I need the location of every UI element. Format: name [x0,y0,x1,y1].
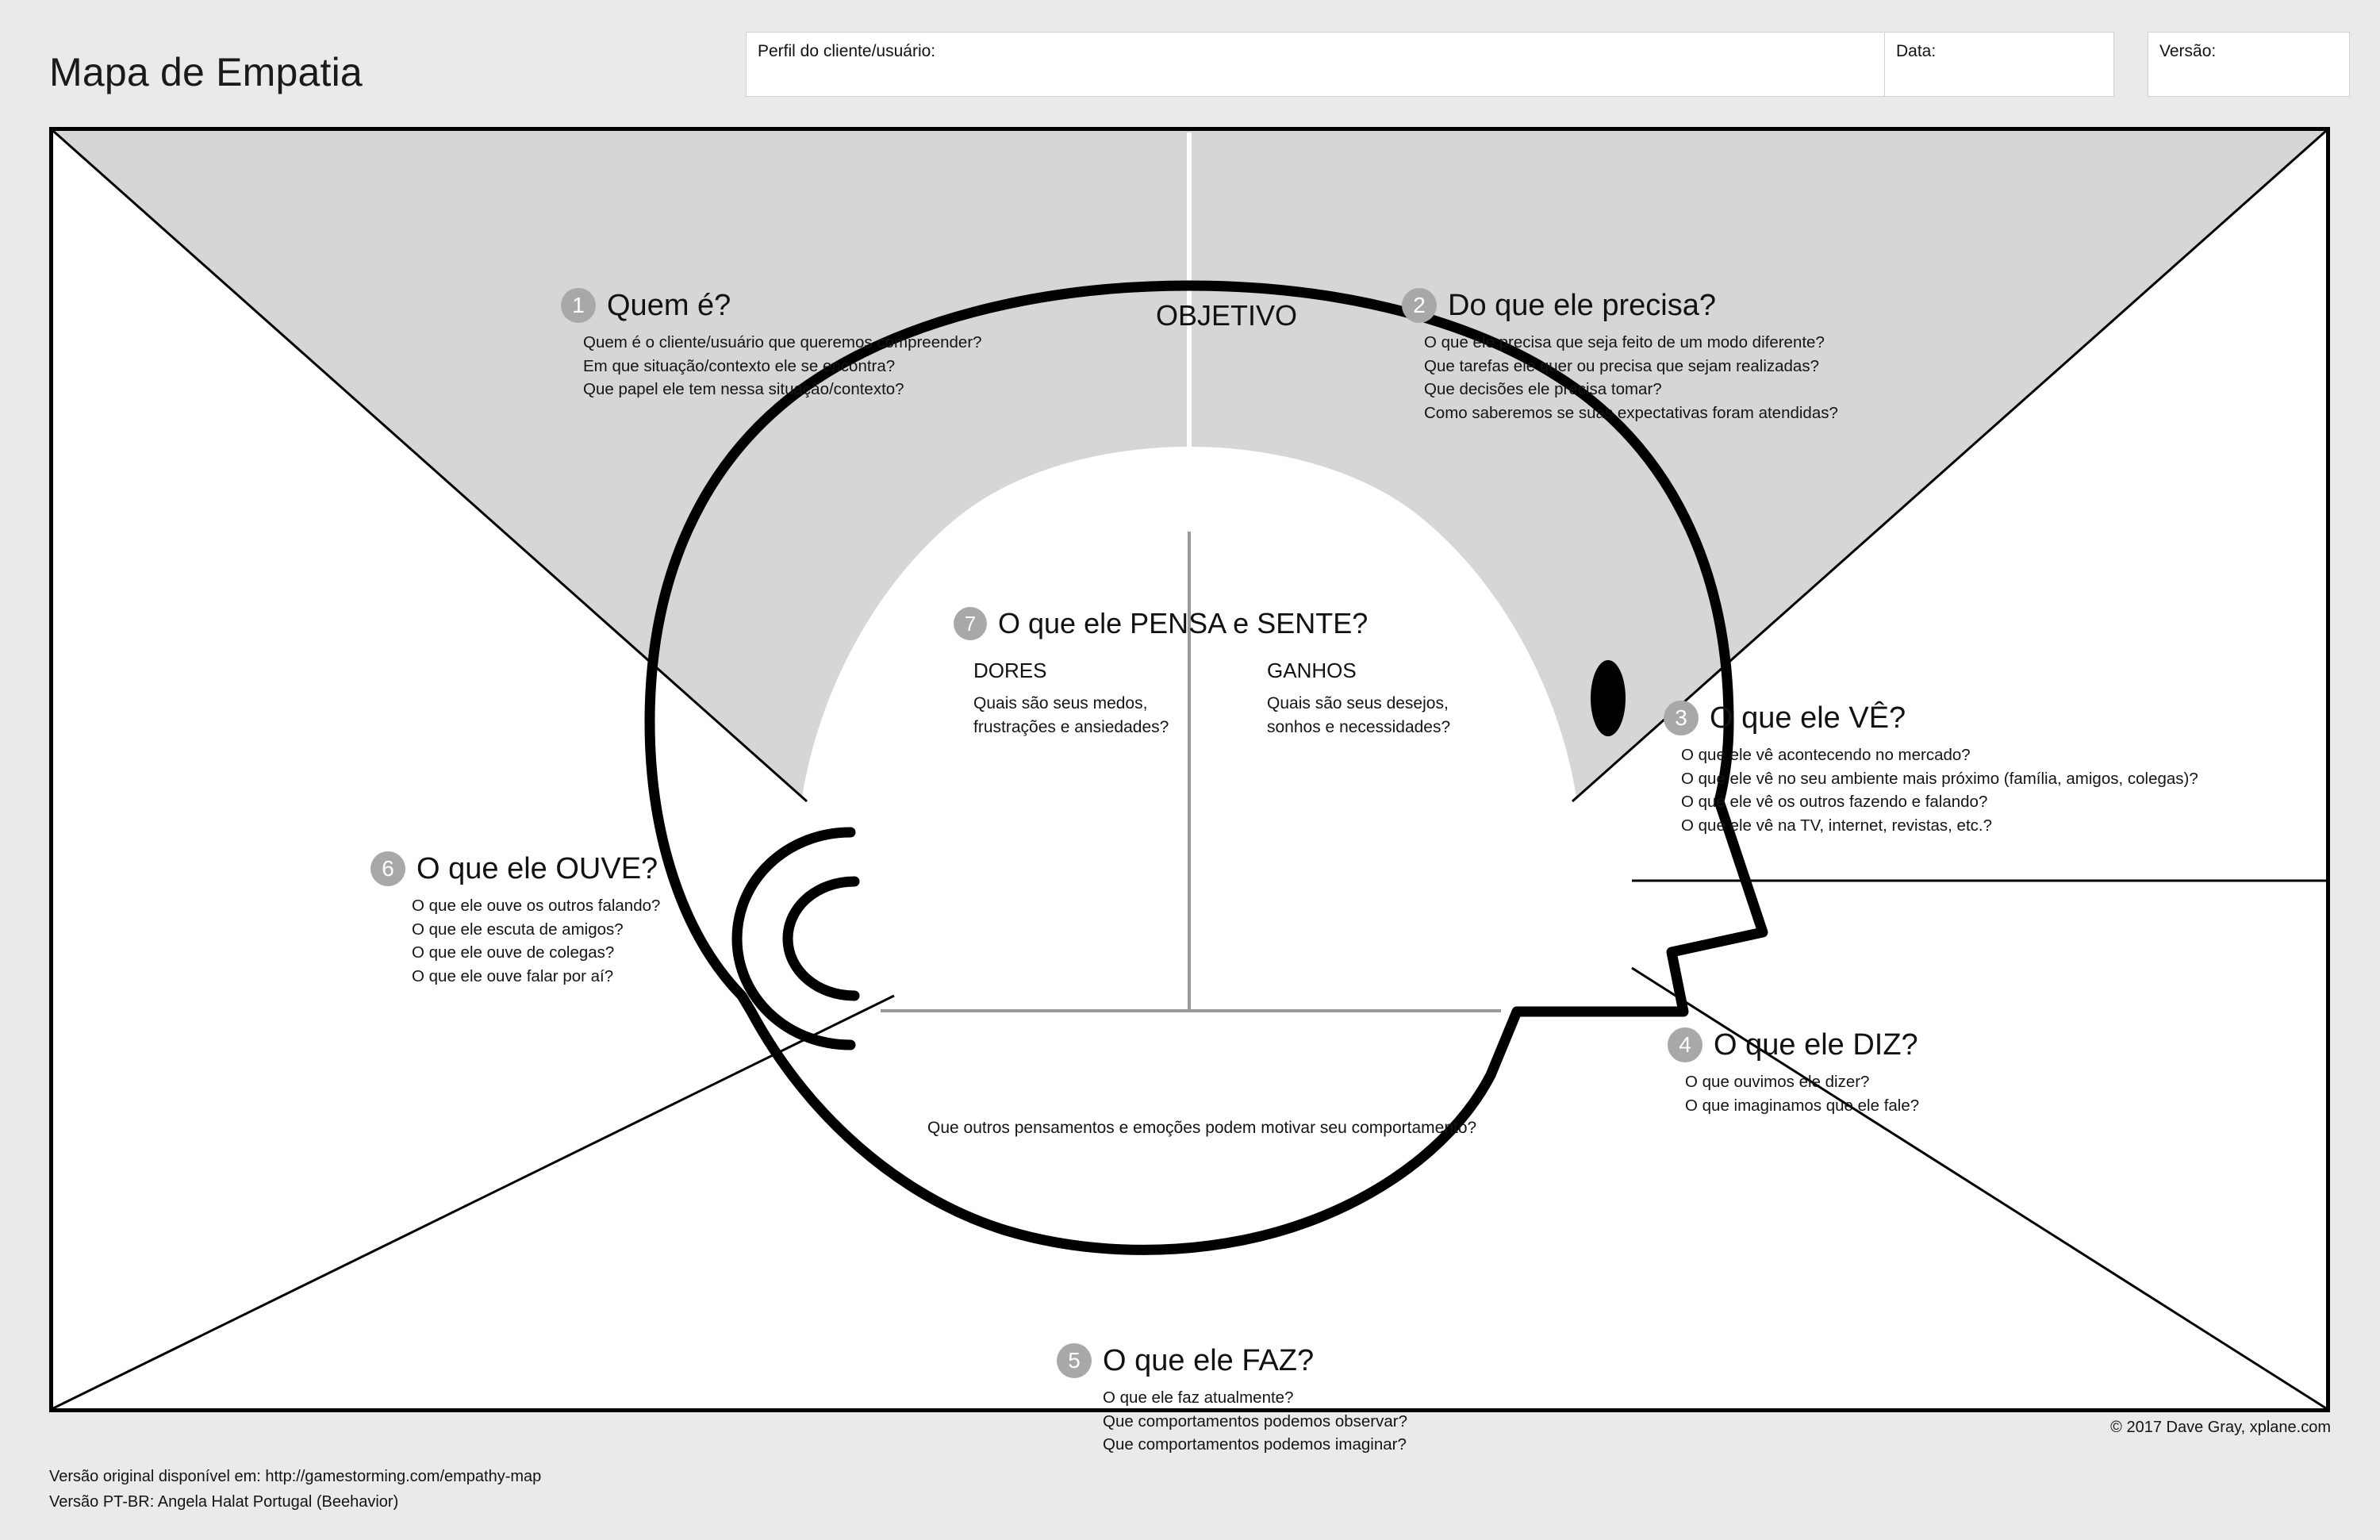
section-says-header [1668,1027,1919,1062]
section-says-prompts [1685,1070,1919,1117]
prompt-line: O que ele ouve os outros falando? [412,897,661,915]
section-needs-header [1402,288,1838,323]
prompt-line: O que ouvimos ele dizer? [1685,1073,1870,1091]
section-sees-title: O que ele VÊ? [1710,701,1906,735]
prompt-line: O que ele vê acontecendo no mercado? [1681,746,1971,764]
section-who-number: 1 [561,288,596,323]
prompt-line: Quem é o cliente/usuário que queremos compreender? [583,333,982,351]
profile-field[interactable] [746,32,1888,97]
page-title: Mapa de Empatia [49,50,363,94]
credit-line-translation: Versão PT-BR: Angela Halat Portugal (Beehavior) [49,1493,399,1511]
section-who-title: Quem é? [607,289,731,322]
prompt-line: Como saberemos se suas expectativas foram atendidas? [1424,404,1838,423]
prompt-line: Quais são seus medos, [973,693,1148,712]
credit-line-original: Versão original disponível em: http://gamestorming.com/empathy-map [49,1468,542,1485]
thinks-bottom-prompt: Que outros pensamentos e emoções podem motivar seu comportamento? [927,1119,1477,1137]
divider-lower-left [53,996,894,1408]
section-sees-prompts [1681,743,2198,838]
prompt-line: O que ele vê na TV, internet, revistas, etc.? [1681,816,1993,835]
prompt-line: Que decisões ele precisa tomar? [1424,380,1662,399]
section-sees-header [1664,701,2198,735]
section-who-prompts [583,331,982,401]
ear-inner [788,881,854,996]
version-field-label: Versão: [2159,42,2217,60]
prompt-line: O que ele precisa que seja feito de um modo diferente? [1424,333,1825,351]
section-thinks-header [954,607,1368,640]
gains-title: GANHOS [1267,659,1357,682]
section-hears [370,851,660,989]
section-does-title: O que ele FAZ? [1103,1344,1315,1377]
prompt-line: O que ele vê os outros fazendo e falando? [1681,793,1988,812]
gains-quadrant [1267,656,1450,739]
prompt-line: O que ele ouve falar por aí? [412,967,614,986]
section-says-number: 4 [1668,1027,1702,1062]
prompt-line: O que ele ouve de colegas? [412,943,615,962]
section-does-prompts [1103,1386,1407,1457]
objective-label: OBJETIVO [1156,299,1298,332]
section-says-title: O que ele DIZ? [1714,1028,1918,1062]
footer-credits [49,1464,541,1515]
section-says [1668,1027,1919,1117]
section-does [1057,1343,1407,1457]
prompt-line: Que tarefas ele quer ou precisa que sejam realizadas? [1424,356,1819,375]
section-needs-prompts [1424,331,1838,425]
section-hears-prompts [412,894,660,989]
copyright-note: © 2017 Dave Gray, xplane.com [2110,1419,2331,1436]
section-hears-header [370,851,660,886]
section-needs [1402,288,1838,425]
section-thinks [954,607,1368,640]
section-sees [1664,701,2198,838]
version-field[interactable] [2148,32,2350,97]
section-needs-number: 2 [1402,288,1437,323]
section-sees-number: 3 [1664,701,1699,735]
section-who [561,288,982,401]
date-field-label: Data: [1896,42,1937,60]
pains-title: DORES [973,659,1047,682]
date-field[interactable] [1884,32,2114,97]
section-does-number: 5 [1057,1343,1092,1378]
prompt-line: sonhos e necessidades? [1267,717,1451,736]
prompt-line: frustrações e ansiedades? [973,717,1169,736]
section-does-header [1057,1343,1407,1378]
prompt-line: O que ele vê no seu ambiente mais próximo (família, amigos, colegas)? [1681,769,2198,788]
prompt-line: Que papel ele tem nessa situação/contexto? [583,380,904,399]
prompt-line: Quais são seus desejos, [1267,693,1449,712]
section-needs-title: Do que ele precisa? [1448,289,1716,322]
prompt-line: Que comportamentos podemos imaginar? [1103,1435,1407,1454]
section-hears-title: O que ele OUVE? [416,852,658,885]
prompt-line: Que comportamentos podemos observar? [1103,1411,1408,1431]
pains-quadrant [973,656,1169,739]
section-thinks-title: O que ele PENSA e SENTE? [998,607,1368,639]
section-who-header [561,288,982,323]
profile-field-label: Perfil do cliente/usuário: [758,42,936,60]
prompt-line: Em que situação/contexto ele se encontra? [583,356,896,375]
section-thinks-number: 7 [954,607,987,640]
eye [1591,660,1626,736]
prompt-line: O que ele faz atualmente? [1103,1388,1294,1407]
prompt-line: O que imaginamos que ele fale? [1685,1096,1920,1115]
section-hears-number: 6 [370,851,405,886]
prompt-line: O que ele escuta de amigos? [412,920,624,939]
